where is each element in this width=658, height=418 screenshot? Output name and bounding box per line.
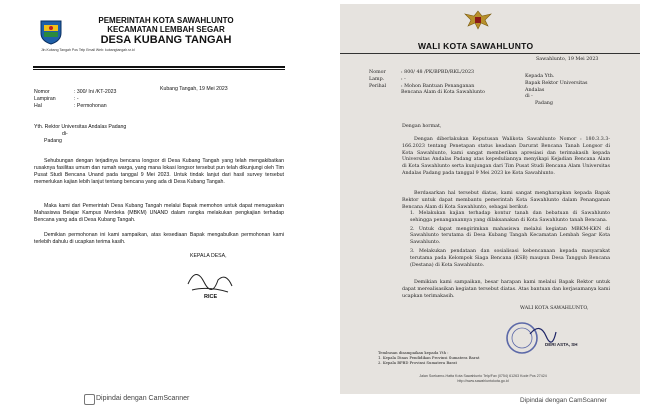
hal-label: Hal <box>34 103 42 109</box>
greeting: Dengan hormat, <box>402 124 442 129</box>
camscanner-icon <box>84 394 95 405</box>
nomor-label: Nomor <box>34 89 50 95</box>
letter-date: Kubang Tangah, 19 Mei 2023 <box>160 86 228 92</box>
kepada-line-2: Bapak Rektor Universitas Andalas <box>525 80 588 93</box>
lampiran-label: Lampiran <box>34 96 56 102</box>
nomor-label: Nomor <box>369 70 386 75</box>
signature-title: KEPALA DESA, <box>190 253 227 259</box>
hal-value: : Permohonan <box>74 103 107 109</box>
request-list <box>410 211 610 271</box>
nomor-value: : 300/ Ini /KT-2023 <box>74 89 117 95</box>
signature-scribble-icon <box>178 262 242 298</box>
kepada-line-3: di - <box>525 94 533 100</box>
recipient <box>34 124 126 145</box>
letterhead-rule-thin <box>33 69 285 70</box>
recipient-line-3: Padang <box>44 138 62 144</box>
signature-name: RICE <box>204 294 218 300</box>
title-rule <box>340 53 640 54</box>
header-line-2: KECAMATAN LEMBAH SEGAR <box>107 25 225 34</box>
letter-meta <box>369 70 489 97</box>
body-paragraph-3: Demikian permohonan ini kami sampaikan, atas kesediaan Bapak mengabulkan permohonan kami terlebih dahulu di ucapkan terima kasih. <box>34 232 284 245</box>
kepada-line-1: Kepada Yth. <box>525 74 555 79</box>
list-item: 3. Melakukan pendataan dan sosialisasi kebencanaan kepada masyarakat terutama pada Kelompok Siaga Bencana (KSB) maupun Desa Tangguh Bencana (Destana) di Kota Sawahlunto. <box>410 248 610 268</box>
recipient <box>525 74 605 108</box>
letter-footer: Jalan Soekarno-Hatta Kota Sawahlunto Telp/Fax (0754) 61263 Kode Pos 27424 http://www.sawahluntokota.go.id <box>419 374 547 383</box>
letter-meta <box>34 89 116 110</box>
body-paragraph-2: Berdasarkan hal tersebut diatas, kami sangat mengharapkan kepada Bapak Rektor untuk dapat membantu pemerintah Kota Sawahlunto dalam Penanganan Bencana Alam di Kota Sawahlunto, sebagai berikut: <box>402 191 610 210</box>
body-paragraph-1: Sehubungan dengan terjadinya bencana longsor di Desa Kubang Tangah yang telah mengakibatkan rusaknya fasilitas umum dan rumah warga, yang mana lokasi longsor tersebut pun telah dikunjungi oleh Tim Pusat Studi Bencana Unand pada tanggal 9 Mei 2023. Untuk tindak lanjut dari hasil survey tersebut memerlukan kajian lebih lanjut tentang bencana yang ada di Desa Kubang Tangah. <box>34 158 284 185</box>
header-line-3: DESA KUBANG TANGAH <box>100 34 232 46</box>
right-letter <box>340 4 640 394</box>
list-item: 1. Melakukan kajian terhadap kontur tanah dan bebatuan di Sawahlunto sehingga penanganannya yang dilaksanakan di Kota Sawahlunto tanah Bencana. <box>410 211 610 223</box>
recipient-line-1: Yth. Rektor Universitas Andalas Padang <box>34 124 127 130</box>
nomor-value: : 800/ 48 /PK/BPBD/RKL/2023 <box>401 70 475 75</box>
lamp-label: Lamp. <box>369 76 385 82</box>
tembusan-line: Tembusan disampaikan kepada Yth : <box>378 350 449 355</box>
tembusan <box>378 350 538 365</box>
letter-date: Sawahlunto, 19 Mei 2023 <box>536 57 599 62</box>
scanner-watermark: Dipindai dengan CamScanner <box>96 395 190 402</box>
signature-title: WALI KOTA SAWAHLUNTO, <box>520 306 589 311</box>
signature-name: DERI ASTA, SH <box>545 342 578 347</box>
lampiran-value: : - <box>74 96 79 102</box>
list-item: 2. Untuk dapat mengirimkan mahasiswa melalui kegiatan MBKM-KKN di Sawahlunto terutama di Desa Kubang Tangah Kecamatan Lembah Segar Kota Sawahlunto. <box>410 226 610 246</box>
letterhead-address: Jln.Kubang Tangah Pos Telp Email Web: kubangtangah.sr.id <box>41 48 135 52</box>
tembusan-line: 2. Kepala BPBD Provinsi Sumatera Barat <box>378 360 458 365</box>
body-paragraph-2: Maka kami dari Pemerintah Desa Kubang Tangah melalui Bapak memohon untuk dapat menugaskan Mahasiswa Belajar Kampus Merdeka (MBKM) UNAND dalam rangka melakukan pengkajian terhadap Bencana yang ada di Desa Kubang Tangah. <box>34 203 284 223</box>
left-letter <box>0 0 328 418</box>
lamp-value: : - <box>401 76 406 82</box>
letter-title: WALI KOTA SAWAHLUNTO <box>418 41 534 51</box>
city-crest-icon <box>38 19 64 45</box>
recipient-line-2: di- <box>62 131 68 137</box>
header-line-1: PEMERINTAH KOTA SAWAHLUNTO <box>98 16 234 25</box>
letterhead <box>76 16 256 47</box>
closing-paragraph: Demikian kami sampaikan, besar harapan kami melalui Bapak Rektor untuk dapat merealisasikan kegiatan tersebut diatas. Atas bantuan dan kerjasamanya kami ucapkan terimakasih. <box>402 280 610 299</box>
tembusan-line: 1. Kepala Dinas Pendidikan Provinsi Sumatera Barat <box>378 355 480 360</box>
garuda-emblem-icon <box>464 8 492 30</box>
kepada-line-4: Padang <box>535 101 553 107</box>
body-paragraph-1: Dengan diberlakukan Keputusan Walikota Sawahlunto Nomor : 180.3.3.3-166.2023 tentang Penetapan status keadaan Darurat Bencana Tanah Longsor di Kota Sawahlunto, kami sangat memberikan apresiasi dan terimakasih kepada Universitas Andalas Padang atas kepeduliannya menyikapi Kejadian Bencana Alam di Kota Sawahlunto serta kunjungan dari Tim Pusat Studi Bencana Alam Universitas Andalas Padang pada tanggal 9 Mei 2023 ke Kota Sawahlunto. <box>402 137 610 176</box>
letterhead-rule <box>33 66 285 68</box>
scanner-watermark-right: Dipindai dengan CamScanner <box>520 397 607 404</box>
perihal-value: : Mohon Bantuan Penanganan Bencana Alam di Kota Sawahlunto <box>401 83 485 96</box>
perihal-label: Perihal <box>369 83 387 89</box>
